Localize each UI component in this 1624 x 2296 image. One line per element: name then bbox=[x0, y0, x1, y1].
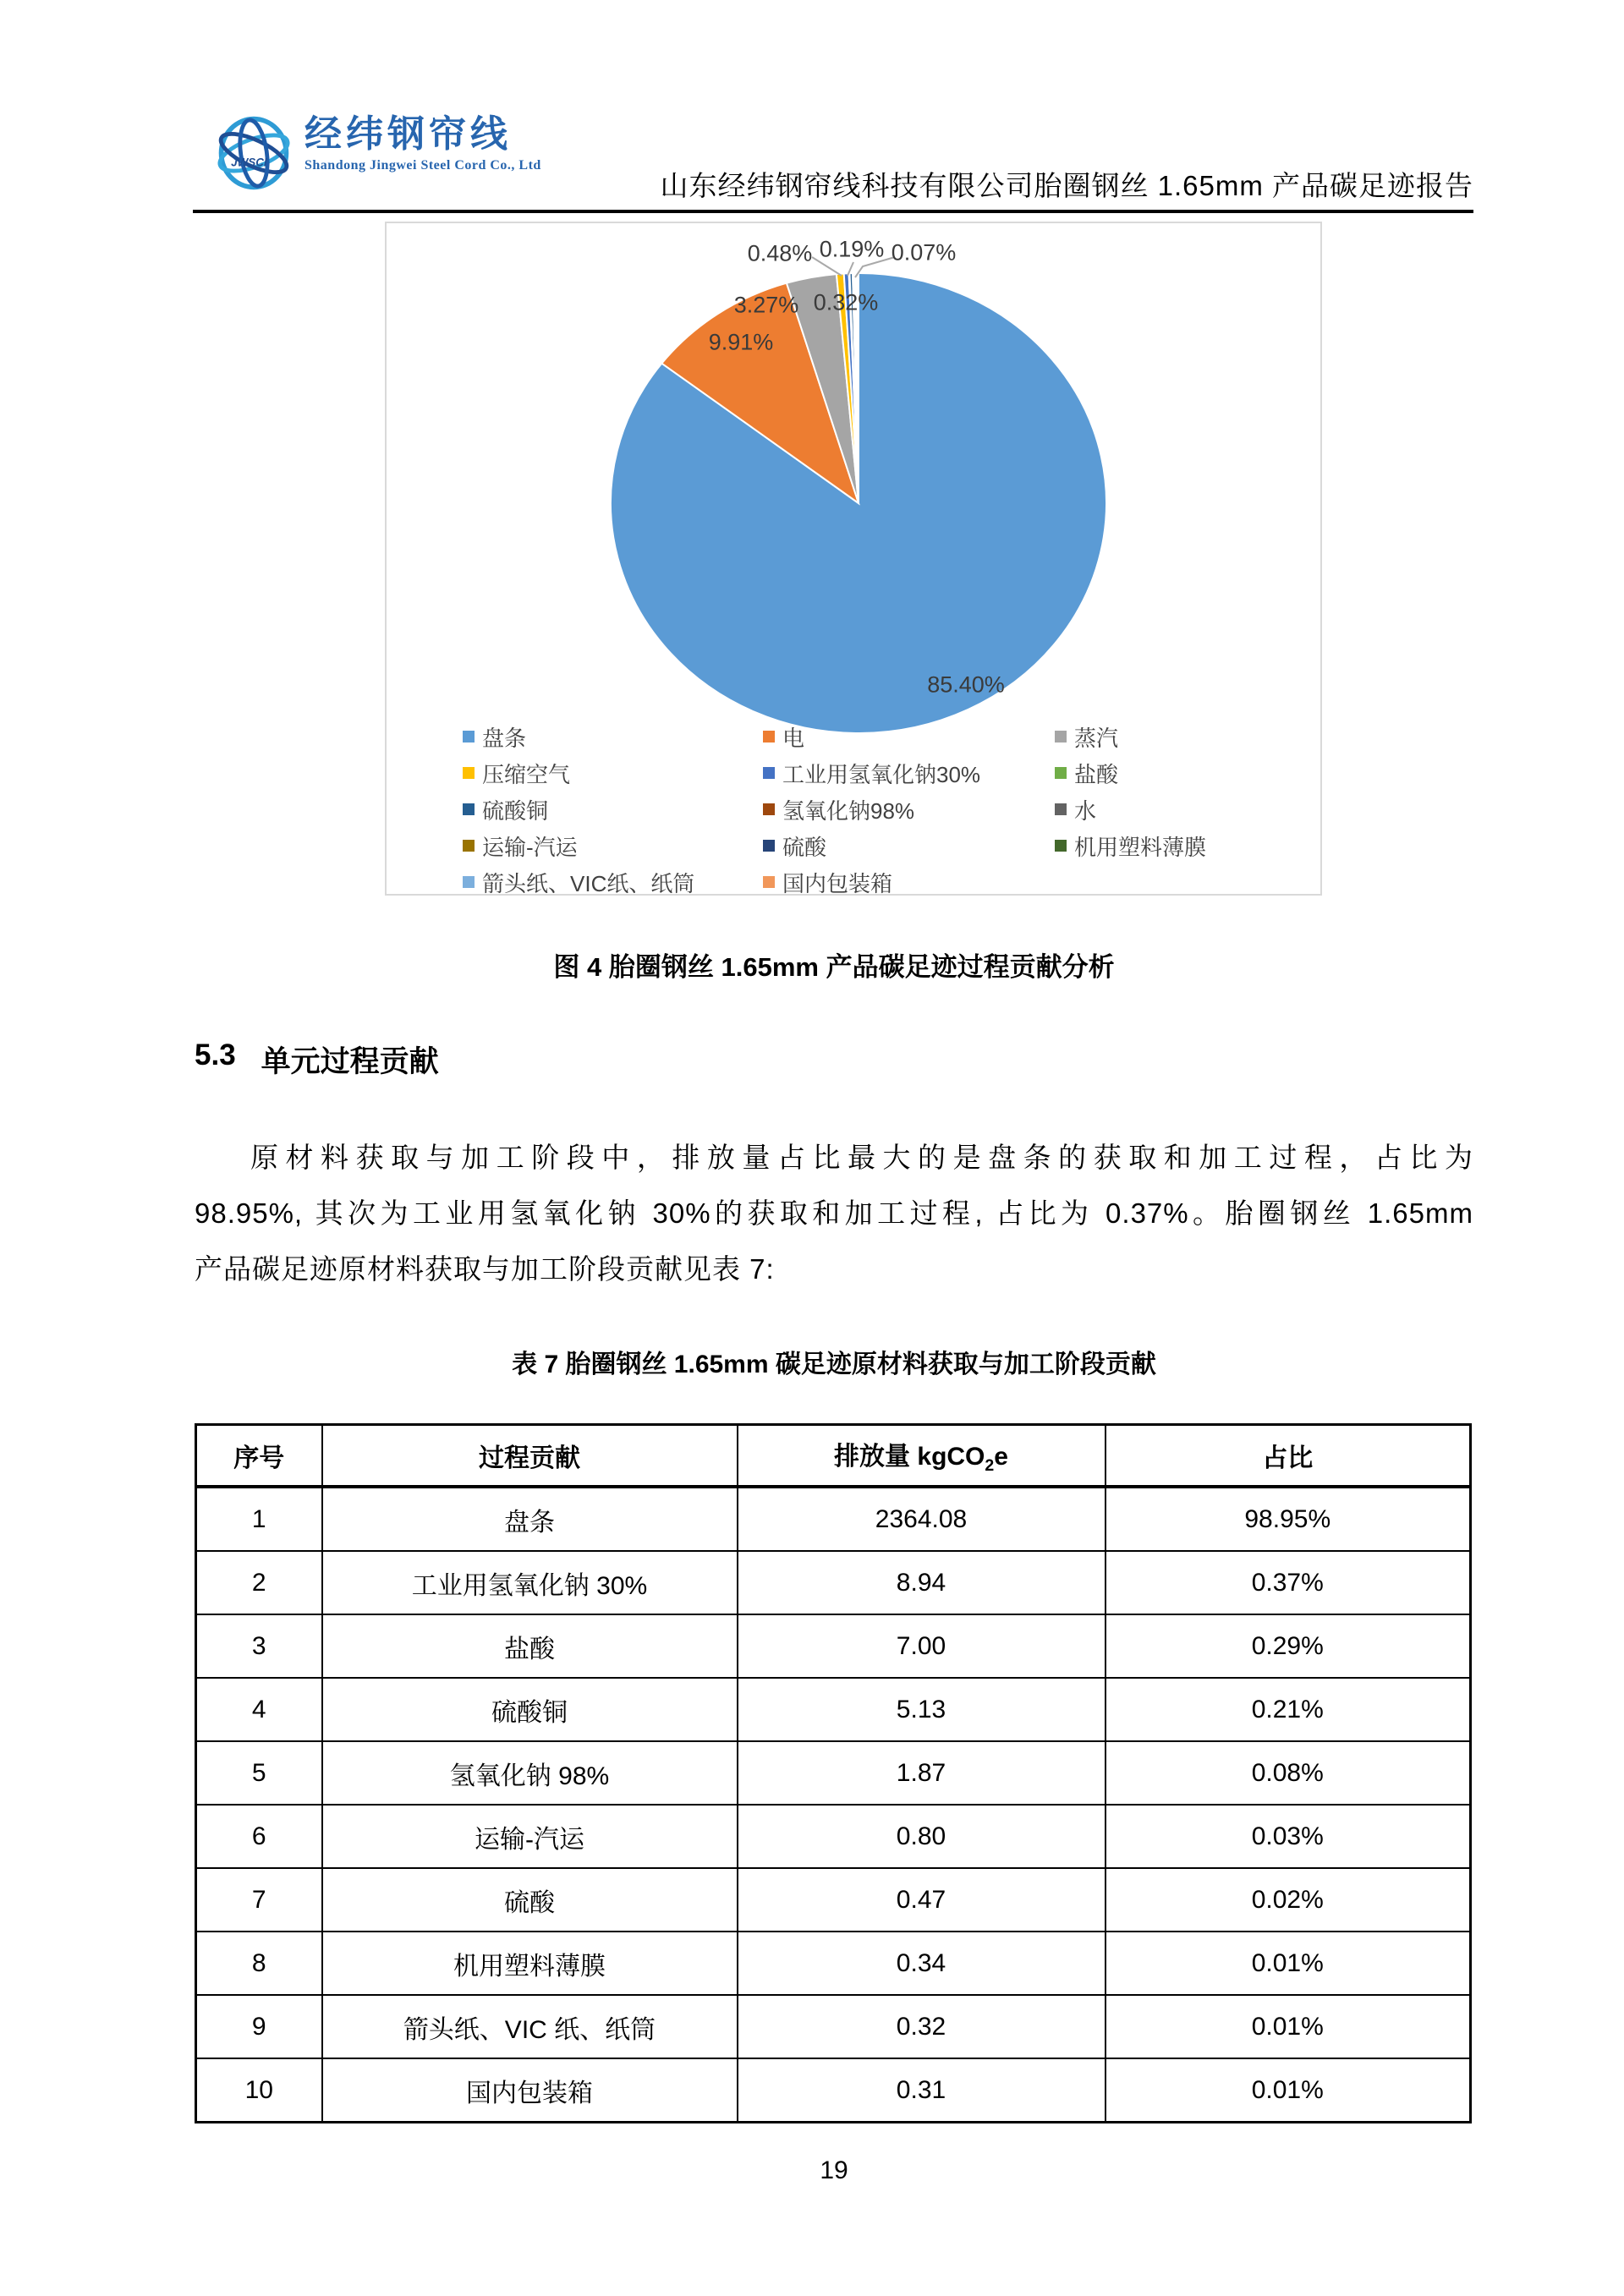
legend-marker-icon bbox=[1055, 731, 1067, 743]
legend-label: 蒸汽 bbox=[1074, 725, 1119, 751]
legend-item bbox=[763, 755, 980, 791]
page-number: 19 bbox=[820, 2156, 848, 2184]
table-cell: 运输-汽运 bbox=[322, 1805, 738, 1868]
legend-marker-icon bbox=[763, 876, 775, 888]
legend-label: 盘条 bbox=[482, 725, 527, 751]
legend-label: 工业用氢氧化钠30% bbox=[782, 761, 981, 787]
legend-item bbox=[763, 792, 914, 827]
legend-label: 硫酸铜 bbox=[482, 797, 549, 824]
table-cell: 0.29% bbox=[1106, 1614, 1471, 1678]
legend-item bbox=[1055, 719, 1118, 754]
table-cell: 2 bbox=[196, 1551, 322, 1614]
logo-cn-name: 经纬钢帘线 bbox=[304, 113, 512, 155]
legend-marker-icon bbox=[463, 876, 475, 888]
pie-label-qingyanghuana98: 0.07% bbox=[891, 239, 957, 266]
legend-marker-icon bbox=[463, 840, 475, 852]
pie-chart-area bbox=[385, 222, 1322, 896]
legend-label: 机用塑料薄膜 bbox=[1074, 834, 1207, 860]
logo-en-name: Shandong Jingwei Steel Cord Co., Ltd bbox=[304, 158, 541, 173]
legend-marker-icon bbox=[763, 840, 775, 852]
legend-item bbox=[763, 864, 892, 900]
legend-item bbox=[463, 864, 694, 900]
legend-marker-icon bbox=[463, 767, 475, 779]
table-cell: 98.95% bbox=[1106, 1487, 1471, 1551]
pie-label-zhengqi: 3.27% bbox=[733, 292, 799, 318]
table-cell: 国内包装箱 bbox=[322, 2058, 738, 2123]
document-header-title: 山东经纬钢帘线科技有限公司胎圈钢丝 1.65mm 产品碳足迹报告 bbox=[660, 170, 1473, 201]
table-cell: 0.01% bbox=[1106, 1995, 1471, 2058]
table-cell: 9 bbox=[196, 1995, 322, 2058]
table-cell: 1.87 bbox=[738, 1741, 1106, 1805]
table-row bbox=[196, 1678, 1471, 1741]
table-header-row bbox=[196, 1425, 1471, 1488]
table-cell: 硫酸 bbox=[322, 1868, 738, 1932]
logo-text bbox=[304, 112, 541, 173]
contribution-table bbox=[195, 1423, 1472, 2123]
table-row bbox=[196, 1932, 1471, 1995]
body-paragraph bbox=[195, 1130, 1473, 1297]
table-row bbox=[196, 1868, 1471, 1932]
legend-label: 电 bbox=[782, 725, 805, 751]
table-caption: 表 7 胎圈钢丝 1.65mm 碳足迹原材料获取与加工阶段贡献 bbox=[512, 1351, 1156, 1378]
table-row bbox=[196, 1995, 1471, 2058]
pie-label-yasuokongqi: 0.48% bbox=[747, 240, 813, 266]
pie-label-pantiao: 85.40% bbox=[927, 671, 1005, 698]
legend-marker-icon bbox=[1055, 767, 1067, 779]
table-cell: 硫酸铜 bbox=[322, 1678, 738, 1741]
table-cell: 0.01% bbox=[1106, 1932, 1471, 1995]
table-cell: 7.00 bbox=[738, 1614, 1106, 1678]
legend-label: 氢氧化钠98% bbox=[782, 797, 915, 824]
figure-caption: 图 4 胎圈钢丝 1.65mm 产品碳足迹过程贡献分析 bbox=[553, 952, 1115, 982]
table-cell: 氢氧化钠 98% bbox=[322, 1741, 738, 1805]
table-row bbox=[196, 1614, 1471, 1678]
legend-marker-icon bbox=[463, 731, 475, 743]
table-cell: 0.31 bbox=[738, 2058, 1106, 2123]
legend-label: 水 bbox=[1074, 797, 1097, 824]
legend-item bbox=[463, 719, 526, 754]
globe-logo-icon bbox=[211, 112, 296, 194]
paragraph-line: 产品碳足迹原材料获取与加工阶段贡献见表 7: bbox=[195, 1253, 775, 1285]
logo-mark-text: JWSCI bbox=[231, 156, 267, 169]
table-cell: 0.32 bbox=[738, 1995, 1106, 2058]
legend-item bbox=[463, 792, 548, 827]
legend-marker-icon bbox=[1055, 840, 1067, 852]
pie-label-liusuantong: 0.19% bbox=[819, 236, 885, 262]
table-cell: 7 bbox=[196, 1868, 322, 1932]
table-row bbox=[196, 2058, 1471, 2123]
legend-marker-icon bbox=[763, 731, 775, 743]
legend-label: 盐酸 bbox=[1074, 761, 1119, 787]
legend-item bbox=[1055, 828, 1206, 863]
table-cell: 3 bbox=[196, 1614, 322, 1678]
legend-label: 硫酸 bbox=[782, 834, 827, 860]
table-cell: 0.34 bbox=[738, 1932, 1106, 1995]
company-logo bbox=[211, 112, 541, 194]
table-row bbox=[196, 1551, 1471, 1614]
legend-item bbox=[763, 719, 804, 754]
table-cell: 8.94 bbox=[738, 1551, 1106, 1614]
table-cell: 0.08% bbox=[1106, 1741, 1471, 1805]
header-cell-emission: 排放量 kgCO$_2$e bbox=[738, 1425, 1106, 1488]
table-cell: 0.03% bbox=[1106, 1805, 1471, 1868]
table-cell: 盘条 bbox=[322, 1487, 738, 1551]
table-cell: 5 bbox=[196, 1741, 322, 1805]
table-cell: 5.13 bbox=[738, 1678, 1106, 1741]
table-cell: 1 bbox=[196, 1487, 322, 1551]
table-cell: 箭头纸、VIC 纸、纸筒 bbox=[322, 1995, 738, 2058]
table-cell: 盐酸 bbox=[322, 1614, 738, 1678]
table-cell: 8 bbox=[196, 1932, 322, 1995]
header-cell-index: 序号 bbox=[196, 1425, 322, 1488]
legend-label: 运输-汽运 bbox=[482, 834, 578, 860]
table-row bbox=[196, 1805, 1471, 1868]
legend-marker-icon bbox=[1055, 803, 1067, 815]
paragraph-line: 原材料获取与加工阶段中，排放量占比最大的是盘条的获取和加工过程，占比为 bbox=[250, 1142, 1473, 1173]
legend-label: 箭头纸、VIC纸、纸筒 bbox=[482, 870, 695, 896]
table-cell: 0.21% bbox=[1106, 1678, 1471, 1741]
paragraph-line: 98.95%, 其次为工业用氢氧化钠 30%的获取和加工过程, 占比为 0.37%。胎圈钢丝 1.65mm bbox=[195, 1197, 1473, 1229]
section-title: 单元过程贡献 bbox=[261, 1045, 439, 1078]
legend-marker-icon bbox=[763, 767, 775, 779]
legend-label: 压缩空气 bbox=[482, 761, 571, 787]
table-row bbox=[196, 1741, 1471, 1805]
pie-slices bbox=[611, 273, 1106, 733]
table-row bbox=[196, 1487, 1471, 1551]
table-cell: 0.47 bbox=[738, 1868, 1106, 1932]
table-cell: 0.80 bbox=[738, 1805, 1106, 1868]
legend-label: 国内包装箱 bbox=[782, 870, 893, 896]
legend-item bbox=[1055, 755, 1118, 791]
header-cell-process: 过程贡献 bbox=[322, 1425, 738, 1488]
legend-marker-icon bbox=[463, 803, 475, 815]
table-cell: 0.02% bbox=[1106, 1868, 1471, 1932]
table-cell: 0.01% bbox=[1106, 2058, 1471, 2123]
pie-label-qingyanghuana30: 0.32% bbox=[813, 289, 879, 315]
section-number: 5.3 bbox=[195, 1038, 236, 1071]
table-cell: 机用塑料薄膜 bbox=[322, 1932, 738, 1995]
legend-item bbox=[1055, 792, 1096, 827]
pie-label-dian: 9.91% bbox=[708, 329, 774, 355]
legend-marker-icon bbox=[763, 803, 775, 815]
table-cell: 6 bbox=[196, 1805, 322, 1868]
table-cell: 工业用氢氧化钠 30% bbox=[322, 1551, 738, 1614]
table-cell: 2364.08 bbox=[738, 1487, 1106, 1551]
section-heading bbox=[195, 1038, 439, 1081]
header-cell-share: 占比 bbox=[1106, 1425, 1471, 1488]
legend-item bbox=[463, 828, 578, 863]
header-rule bbox=[193, 210, 1473, 213]
legend-item bbox=[463, 755, 570, 791]
table-cell: 0.37% bbox=[1106, 1551, 1471, 1614]
table-cell: 10 bbox=[196, 2058, 322, 2123]
legend-item bbox=[763, 828, 826, 863]
table-cell: 4 bbox=[196, 1678, 322, 1741]
